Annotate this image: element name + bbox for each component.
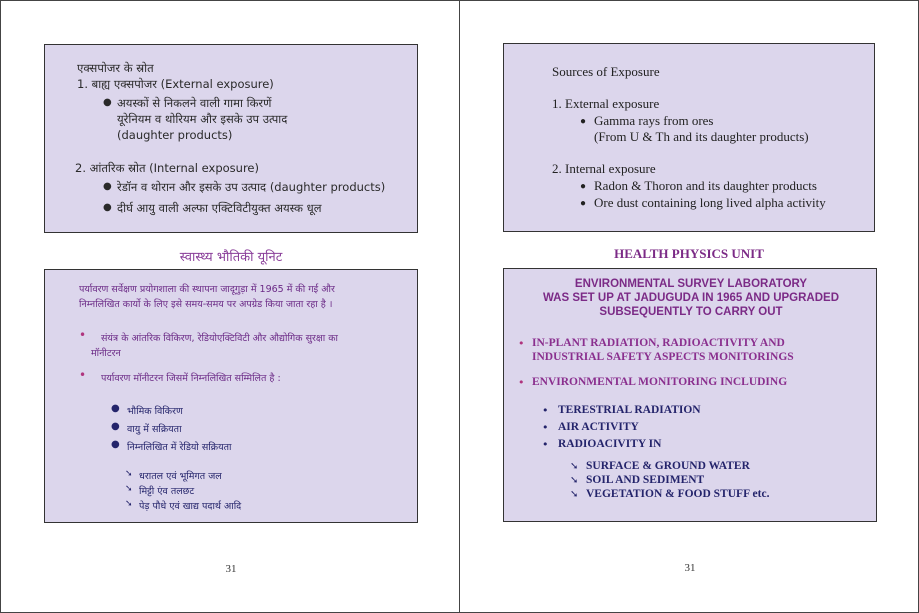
box-title: WAS SET UP AT JADUGUDA IN 1965 AND UPGRADED xyxy=(542,292,840,304)
list-item: संयंत्र के आंतरिक विकिरण, रेडियोएक्टिविटी और औद्योगिक सुरक्षा का xyxy=(101,333,338,344)
box-title: ENVIRONMENTAL SURVEY LABORATORY xyxy=(574,278,808,290)
arrow-item: मिट्टी एंव तलछट xyxy=(139,486,195,497)
page-number: 31 xyxy=(684,562,696,574)
list-item: Gamma rays from ores xyxy=(594,113,714,128)
bullet-icon: ● xyxy=(580,116,587,127)
bullet-icon: ● xyxy=(580,181,587,192)
list-item: IN-PLANT RADIATION, RADIOACTIVITY AND xyxy=(532,337,785,349)
arrow-icon: ➘ xyxy=(125,484,133,494)
list-item: 2. आंतरिक स्रोत (Internal exposure) xyxy=(75,161,259,175)
intro-text: निम्नलिखित कार्यो के लिए इसे समय-समय पर अपग्रेड किया जाता रहा है । xyxy=(79,299,333,310)
box-title: SUBSEQUENTLY TO CARRY OUT xyxy=(599,306,783,318)
list-item: (From U & Th and its daughter products) xyxy=(594,129,809,144)
section-heading: HEALTH PHYSICS UNIT xyxy=(614,246,764,261)
bullet-icon: ● xyxy=(103,97,112,108)
arrow-icon: ➘ xyxy=(125,469,133,479)
page-number: 31 xyxy=(225,563,237,575)
list-item: मॉनीटरन xyxy=(91,348,121,359)
arrow-icon: ➘ xyxy=(125,499,133,509)
sub-item: निम्नलिखित में रेडियो सक्रियता xyxy=(127,442,232,453)
bullet-icon: • xyxy=(542,438,549,451)
sub-item: भौमिक विकिरण xyxy=(127,406,183,417)
list-item: (daughter products) xyxy=(117,128,233,142)
list-item: अयस्कों से निकलने वाली गामा किरणें xyxy=(117,96,272,110)
sub-item: वायु में सक्रियता xyxy=(127,424,182,435)
arrow-item: VEGETATION & FOOD STUFF etc. xyxy=(586,488,770,500)
bullet-icon: ● xyxy=(111,421,120,432)
box-title: Sources of Exposure xyxy=(552,64,660,79)
exposure-sources-box-hindi xyxy=(44,44,418,233)
list-item: 2. Internal exposure xyxy=(552,161,656,176)
list-item: Ore dust containing long lived alpha activity xyxy=(594,195,826,210)
list-item: Radon & Thoron and its daughter products xyxy=(594,178,817,193)
health-physics-box-hindi xyxy=(44,269,418,523)
sub-item: TERESTRIAL RADIATION xyxy=(558,404,701,416)
arrow-icon: ➘ xyxy=(570,461,579,472)
bullet-icon: ● xyxy=(580,198,587,209)
list-item: 1. External exposure xyxy=(552,96,660,111)
list-item: यूरेनियम व थोरियम और इसके उप उत्पाद xyxy=(117,112,288,126)
list-item: दीर्घ आयु वाली अल्फा एक्टिविटीयुक्त अयस्क धूल xyxy=(117,201,322,215)
bullet-icon: • xyxy=(542,421,549,434)
sub-item: RADIOACIVITY IN xyxy=(558,438,662,450)
bullet-icon: ● xyxy=(111,439,120,450)
bullet-icon: • xyxy=(542,404,549,417)
sub-item: AIR ACTIVITY xyxy=(558,421,639,433)
arrow-item: धरातल एवं भूमिगत जल xyxy=(139,471,222,482)
list-item: रेडॉन व थोरान और इसके उप उत्पाद (daughter products) xyxy=(117,180,386,194)
list-item: INDUSTRIAL SAFETY ASPECTS MONITORINGS xyxy=(532,351,794,363)
section-heading: स्वास्थ्य भौतिकी यूनिट xyxy=(179,250,283,265)
arrow-item: पेड़ पौधे एवं खाद्य पदार्थ आदि xyxy=(139,501,242,512)
bullet-icon: ● xyxy=(111,403,120,414)
bullet-icon: ● xyxy=(103,181,112,192)
list-item: 1. बाह्य एक्सपोजर (External exposure) xyxy=(77,77,274,91)
bullet-icon: • xyxy=(79,368,87,382)
intro-text: पर्यावरण सर्वेक्षण प्रयोगशाला की स्थापना जादूगुड़ा में 1965 में की गई और xyxy=(79,284,335,295)
exposure-sources-box-english xyxy=(503,43,875,232)
bullet-icon: • xyxy=(79,328,87,342)
arrow-item: SURFACE & GROUND WATER xyxy=(586,460,750,472)
list-item: पर्यावरण मॉनीटरन जिसमें निम्नलिखित सम्मिलित है : xyxy=(101,373,281,384)
list-item: ENVIRONMENTAL MONITORING INCLUDING xyxy=(532,376,788,388)
bullet-icon: • xyxy=(518,337,525,350)
arrow-icon: ➘ xyxy=(570,489,579,500)
box-title: एक्सपोजर के स्रोत xyxy=(77,61,154,75)
arrow-icon: ➘ xyxy=(570,475,579,486)
bullet-icon: • xyxy=(518,376,525,389)
health-physics-box-english xyxy=(503,268,877,522)
bullet-icon: ● xyxy=(103,202,112,213)
arrow-item: SOIL AND SEDIMENT xyxy=(586,474,705,486)
